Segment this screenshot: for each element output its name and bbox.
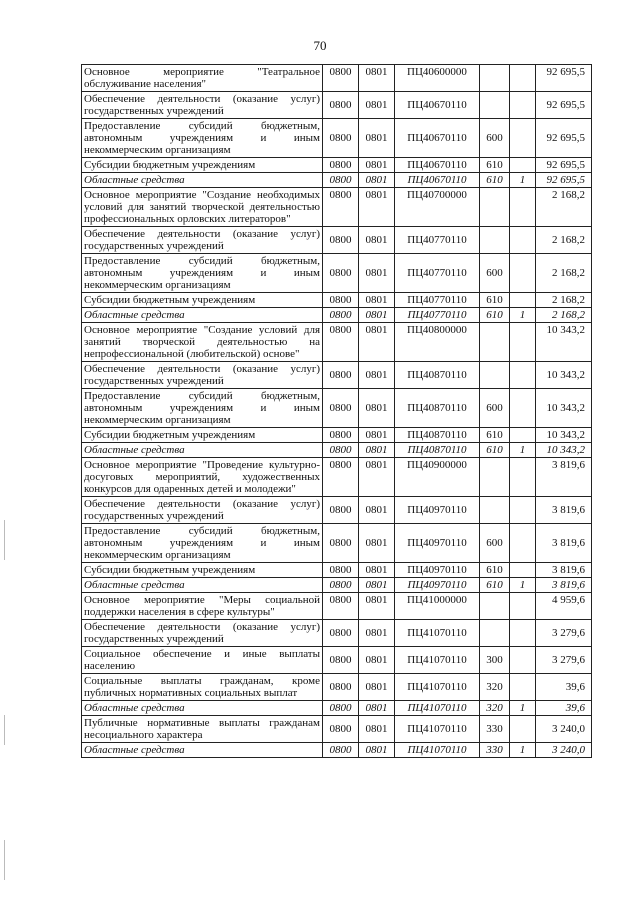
funding-source: [510, 188, 536, 227]
subsection-code: 0801: [359, 716, 395, 743]
subsection-code: 0801: [359, 293, 395, 308]
funding-source: [510, 458, 536, 497]
section-code: 0800: [323, 119, 359, 158]
amount: 3 819,6: [536, 578, 592, 593]
target-article-code: ПЦ40670110: [395, 119, 480, 158]
target-article-code: ПЦ41070110: [395, 647, 480, 674]
row-name: Предоставление субсидий бюджетным, автономным учреждениям и иным некоммерческим организациям: [82, 254, 323, 293]
subsection-code: 0801: [359, 323, 395, 362]
row-name: Предоставление субсидий бюджетным, автономным учреждениям и иным некоммерческим организациям: [82, 119, 323, 158]
expense-type-code: 600: [480, 119, 510, 158]
table-row: [82, 158, 592, 173]
subsection-code: 0801: [359, 563, 395, 578]
subsection-code: 0801: [359, 254, 395, 293]
section-code: 0800: [323, 743, 359, 758]
funding-source: [510, 428, 536, 443]
row-name: Основное мероприятие "Проведение культурно-досуговых мероприятий, художественных конкурсов для одаренных детей и молодежи": [82, 458, 323, 497]
funding-source: [510, 158, 536, 173]
subsection-code: 0801: [359, 578, 395, 593]
section-code: 0800: [323, 458, 359, 497]
section-code: 0800: [323, 65, 359, 92]
row-name: Субсидии бюджетным учреждениям: [82, 428, 323, 443]
expense-type-code: [480, 188, 510, 227]
expense-type-code: 610: [480, 428, 510, 443]
row-name: Публичные нормативные выплаты гражданам несоциального характера: [82, 716, 323, 743]
table-row: [82, 227, 592, 254]
funding-source: [510, 227, 536, 254]
funding-source: [510, 254, 536, 293]
row-name: Основное мероприятие "Театральное обслуживание населения": [82, 65, 323, 92]
row-name: Областные средства: [82, 578, 323, 593]
section-code: 0800: [323, 254, 359, 293]
table-row: [82, 674, 592, 701]
table-row: [82, 308, 592, 323]
row-name: Основное мероприятие "Создание условий для занятий творческой деятельностью на непрофессиональной (любительской) основе": [82, 323, 323, 362]
amount: 3 240,0: [536, 716, 592, 743]
subsection-code: 0801: [359, 308, 395, 323]
expense-type-code: 320: [480, 701, 510, 716]
amount: 10 343,2: [536, 443, 592, 458]
amount: 2 168,2: [536, 308, 592, 323]
section-code: 0800: [323, 323, 359, 362]
subsection-code: 0801: [359, 674, 395, 701]
funding-source: 1: [510, 173, 536, 188]
section-code: 0800: [323, 701, 359, 716]
target-article-code: ПЦ41070110: [395, 716, 480, 743]
amount: 92 695,5: [536, 65, 592, 92]
amount: 10 343,2: [536, 428, 592, 443]
row-name: Областные средства: [82, 443, 323, 458]
row-name: Основное мероприятие "Создание необходимых условий для занятий творческой деятельностью профессиональных орловских литераторов": [82, 188, 323, 227]
funding-source: [510, 497, 536, 524]
expense-type-code: 610: [480, 293, 510, 308]
target-article-code: ПЦ40770110: [395, 308, 480, 323]
row-name: Предоставление субсидий бюджетным, автономным учреждениям и иным некоммерческим организациям: [82, 524, 323, 563]
subsection-code: 0801: [359, 158, 395, 173]
expense-type-code: 610: [480, 173, 510, 188]
amount: 2 168,2: [536, 293, 592, 308]
subsection-code: 0801: [359, 497, 395, 524]
row-name: Обеспечение деятельности (оказание услуг) государственных учреждений: [82, 362, 323, 389]
section-code: 0800: [323, 443, 359, 458]
subsection-code: 0801: [359, 389, 395, 428]
funding-source: [510, 119, 536, 158]
section-code: 0800: [323, 497, 359, 524]
amount: 3 819,6: [536, 497, 592, 524]
row-name: Областные средства: [82, 173, 323, 188]
target-article-code: ПЦ40870110: [395, 443, 480, 458]
margin-mark: [4, 520, 5, 560]
table-row: [82, 293, 592, 308]
expense-type-code: [480, 65, 510, 92]
row-name: Основное мероприятие "Меры социальной поддержки населения в сфере культуры": [82, 593, 323, 620]
subsection-code: 0801: [359, 743, 395, 758]
expense-type-code: 600: [480, 389, 510, 428]
table-row: [82, 428, 592, 443]
funding-source: 1: [510, 443, 536, 458]
amount: 92 695,5: [536, 119, 592, 158]
row-name: Областные средства: [82, 743, 323, 758]
funding-source: [510, 389, 536, 428]
amount: 2 168,2: [536, 188, 592, 227]
subsection-code: 0801: [359, 188, 395, 227]
expense-type-code: 330: [480, 716, 510, 743]
subsection-code: 0801: [359, 119, 395, 158]
row-name: Социальные выплаты гражданам, кроме публичных нормативных социальных выплат: [82, 674, 323, 701]
target-article-code: ПЦ41000000: [395, 593, 480, 620]
expense-type-code: [480, 593, 510, 620]
amount: 3 819,6: [536, 563, 592, 578]
target-article-code: ПЦ40870110: [395, 389, 480, 428]
target-article-code: ПЦ41070110: [395, 674, 480, 701]
expense-type-code: 610: [480, 158, 510, 173]
row-name: Предоставление субсидий бюджетным, автономным учреждениям и иным некоммерческим организациям: [82, 389, 323, 428]
funding-source: [510, 620, 536, 647]
amount: 39,6: [536, 701, 592, 716]
target-article-code: ПЦ40670110: [395, 173, 480, 188]
table-row: [82, 92, 592, 119]
target-article-code: ПЦ40870110: [395, 428, 480, 443]
section-code: 0800: [323, 578, 359, 593]
budget-table: [81, 64, 592, 758]
table-row: [82, 458, 592, 497]
target-article-code: ПЦ40970110: [395, 563, 480, 578]
expense-type-code: [480, 227, 510, 254]
amount: 92 695,5: [536, 173, 592, 188]
target-article-code: ПЦ41070110: [395, 743, 480, 758]
expense-type-code: 600: [480, 524, 510, 563]
table-row: [82, 716, 592, 743]
target-article-code: ПЦ40970110: [395, 578, 480, 593]
table-row: [82, 620, 592, 647]
expense-type-code: 610: [480, 563, 510, 578]
expense-type-code: [480, 458, 510, 497]
target-article-code: ПЦ40800000: [395, 323, 480, 362]
amount: 3 819,6: [536, 524, 592, 563]
expense-type-code: 610: [480, 308, 510, 323]
expense-type-code: [480, 362, 510, 389]
amount: 92 695,5: [536, 158, 592, 173]
section-code: 0800: [323, 620, 359, 647]
funding-source: 1: [510, 578, 536, 593]
funding-source: 1: [510, 701, 536, 716]
target-article-code: ПЦ40770110: [395, 227, 480, 254]
table-row: [82, 362, 592, 389]
funding-source: [510, 593, 536, 620]
subsection-code: 0801: [359, 701, 395, 716]
funding-source: [510, 647, 536, 674]
section-code: 0800: [323, 227, 359, 254]
table-row: [82, 443, 592, 458]
expense-type-code: 320: [480, 674, 510, 701]
subsection-code: 0801: [359, 227, 395, 254]
section-code: 0800: [323, 188, 359, 227]
amount: 3 279,6: [536, 620, 592, 647]
section-code: 0800: [323, 293, 359, 308]
table-row: [82, 188, 592, 227]
row-name: Областные средства: [82, 701, 323, 716]
amount: 3 819,6: [536, 458, 592, 497]
expense-type-code: 610: [480, 443, 510, 458]
section-code: 0800: [323, 647, 359, 674]
section-code: 0800: [323, 362, 359, 389]
funding-source: [510, 65, 536, 92]
funding-source: 1: [510, 308, 536, 323]
target-article-code: ПЦ40670110: [395, 92, 480, 119]
section-code: 0800: [323, 158, 359, 173]
subsection-code: 0801: [359, 173, 395, 188]
target-article-code: ПЦ40970110: [395, 524, 480, 563]
target-article-code: ПЦ40700000: [395, 188, 480, 227]
expense-type-code: [480, 92, 510, 119]
row-name: Социальное обеспечение и иные выплаты населению: [82, 647, 323, 674]
target-article-code: ПЦ41070110: [395, 701, 480, 716]
margin-mark: [4, 715, 5, 745]
funding-source: [510, 92, 536, 119]
funding-source: 1: [510, 743, 536, 758]
expense-type-code: [480, 620, 510, 647]
section-code: 0800: [323, 389, 359, 428]
table-row: [82, 323, 592, 362]
subsection-code: 0801: [359, 362, 395, 389]
table-row: [82, 497, 592, 524]
table-row: [82, 119, 592, 158]
amount: 4 959,6: [536, 593, 592, 620]
funding-source: [510, 293, 536, 308]
expense-type-code: 600: [480, 254, 510, 293]
table-row: [82, 563, 592, 578]
target-article-code: ПЦ40870110: [395, 362, 480, 389]
funding-source: [510, 674, 536, 701]
funding-source: [510, 716, 536, 743]
target-article-code: ПЦ41070110: [395, 620, 480, 647]
table-row: [82, 593, 592, 620]
subsection-code: 0801: [359, 458, 395, 497]
target-article-code: ПЦ40770110: [395, 293, 480, 308]
section-code: 0800: [323, 524, 359, 563]
amount: 2 168,2: [536, 227, 592, 254]
expense-type-code: 610: [480, 578, 510, 593]
row-name: Субсидии бюджетным учреждениям: [82, 158, 323, 173]
section-code: 0800: [323, 92, 359, 119]
budget-table-body: [82, 65, 592, 758]
target-article-code: ПЦ40770110: [395, 254, 480, 293]
row-name: Субсидии бюджетным учреждениям: [82, 563, 323, 578]
page-number: 70: [313, 38, 327, 53]
amount: 39,6: [536, 674, 592, 701]
amount: 92 695,5: [536, 92, 592, 119]
table-row: [82, 254, 592, 293]
expense-type-code: 300: [480, 647, 510, 674]
subsection-code: 0801: [359, 428, 395, 443]
section-code: 0800: [323, 173, 359, 188]
expense-type-code: [480, 323, 510, 362]
margin-mark: [4, 840, 5, 880]
section-code: 0800: [323, 308, 359, 323]
subsection-code: 0801: [359, 65, 395, 92]
amount: 10 343,2: [536, 362, 592, 389]
table-row: [82, 647, 592, 674]
row-name: Областные средства: [82, 308, 323, 323]
row-name: Обеспечение деятельности (оказание услуг) государственных учреждений: [82, 620, 323, 647]
target-article-code: ПЦ40970110: [395, 497, 480, 524]
target-article-code: ПЦ40900000: [395, 458, 480, 497]
table-row: [82, 65, 592, 92]
table-row: [82, 173, 592, 188]
section-code: 0800: [323, 563, 359, 578]
amount: 10 343,2: [536, 389, 592, 428]
table-row: [82, 578, 592, 593]
table-row: [82, 389, 592, 428]
table-row: [82, 701, 592, 716]
subsection-code: 0801: [359, 443, 395, 458]
row-name: Субсидии бюджетным учреждениям: [82, 293, 323, 308]
expense-type-code: 330: [480, 743, 510, 758]
expense-type-code: [480, 497, 510, 524]
section-code: 0800: [323, 428, 359, 443]
subsection-code: 0801: [359, 92, 395, 119]
funding-source: [510, 323, 536, 362]
funding-source: [510, 362, 536, 389]
section-code: 0800: [323, 593, 359, 620]
table-row: [82, 743, 592, 758]
section-code: 0800: [323, 716, 359, 743]
subsection-code: 0801: [359, 620, 395, 647]
section-code: 0800: [323, 674, 359, 701]
target-article-code: ПЦ40670110: [395, 158, 480, 173]
amount: 10 343,2: [536, 323, 592, 362]
row-name: Обеспечение деятельности (оказание услуг) государственных учреждений: [82, 497, 323, 524]
subsection-code: 0801: [359, 593, 395, 620]
funding-source: [510, 524, 536, 563]
row-name: Обеспечение деятельности (оказание услуг) государственных учреждений: [82, 227, 323, 254]
amount: 3 240,0: [536, 743, 592, 758]
row-name: Обеспечение деятельности (оказание услуг) государственных учреждений: [82, 92, 323, 119]
amount: 2 168,2: [536, 254, 592, 293]
target-article-code: ПЦ40600000: [395, 65, 480, 92]
funding-source: [510, 563, 536, 578]
subsection-code: 0801: [359, 647, 395, 674]
table-row: [82, 524, 592, 563]
amount: 3 279,6: [536, 647, 592, 674]
subsection-code: 0801: [359, 524, 395, 563]
